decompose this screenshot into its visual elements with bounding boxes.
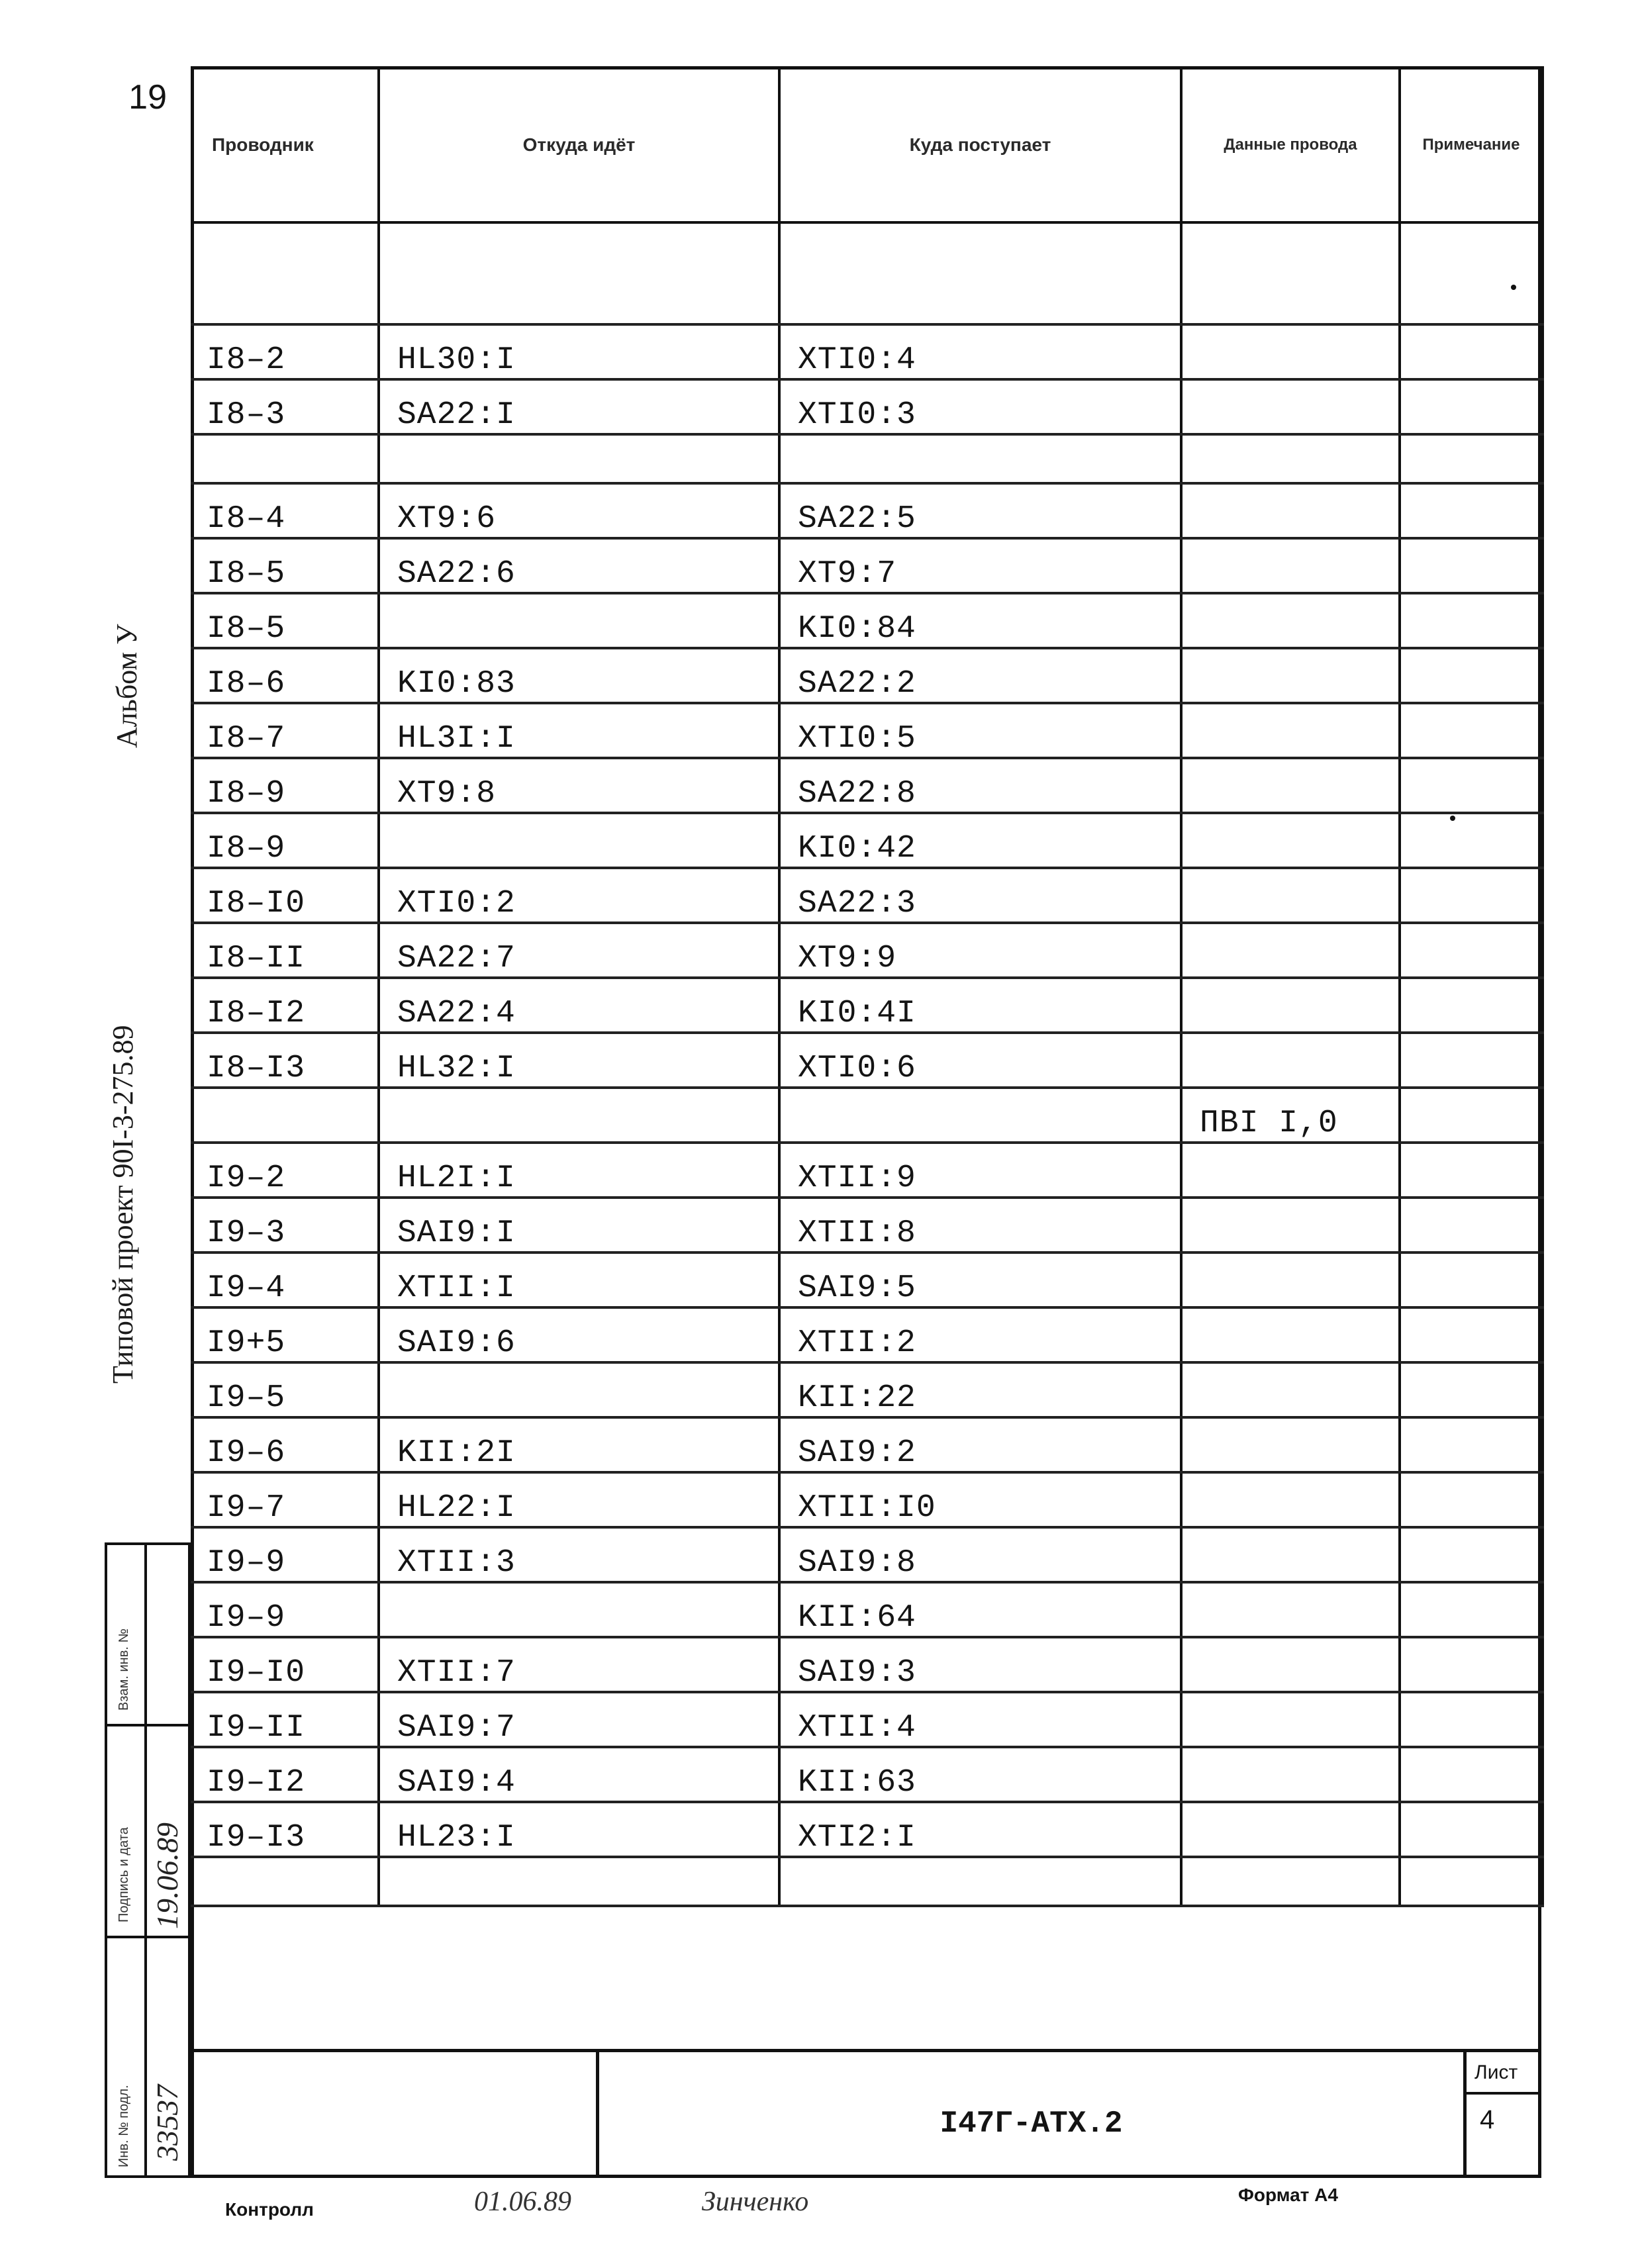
wire-id-cell: I8–7 [192,703,379,758]
table-row [192,483,1543,538]
wire-id-cell: I9–I0 [192,1637,379,1692]
wire-id-cell [192,1857,379,1906]
header-from: Откуда идёт [379,68,779,222]
wire-data-cell [1181,1307,1400,1362]
note-cell [1400,758,1543,813]
from-cell: SA22:6 [379,538,779,593]
wire-data-cell [1181,648,1400,703]
scan-dot [1450,816,1455,821]
from-cell: KI0:83 [379,648,779,703]
table-row [192,813,1543,868]
wire-id-cell: I8–I3 [192,1033,379,1088]
wire-data-cell [1181,1527,1400,1582]
to-cell: KII:64 [779,1582,1181,1637]
wire-id-cell: I8–9 [192,758,379,813]
wire-id-cell: I9–4 [192,1252,379,1307]
wire-data-cell [1181,1692,1400,1747]
note-cell [1400,1472,1543,1527]
from-cell: SAI9:I [379,1198,779,1252]
to-cell: XTI2:I [779,1802,1181,1857]
note-cell [1400,1307,1543,1362]
to-cell: SAI9:8 [779,1527,1181,1582]
wire-id-cell: I9–I2 [192,1747,379,1802]
note-cell [1400,978,1543,1033]
wire-id-cell [192,434,379,483]
table-row [192,1198,1543,1252]
wire-data-cell [1181,1857,1400,1906]
from-cell [379,222,779,324]
from-cell: XTII:7 [379,1637,779,1692]
to-cell: XTII:9 [779,1143,1181,1198]
wire-connection-table [191,66,1544,1907]
wire-data-cell [1181,868,1400,923]
from-cell [379,434,779,483]
table-row [192,1362,1543,1417]
checked-date: 01.06.89 [474,2187,571,2217]
margin-project-label: Типовой проект 90I-3-275.89 [107,1025,139,1384]
wire-data-cell [1181,1472,1400,1527]
wire-id-cell [192,222,379,324]
wire-id-cell: I9–9 [192,1582,379,1637]
table-row [192,1252,1543,1307]
table-row [192,538,1543,593]
to-cell: KII:22 [779,1362,1181,1417]
to-cell: KI0:84 [779,593,1181,648]
table-row [192,434,1543,483]
table-row [192,379,1543,434]
to-cell: SAI9:3 [779,1637,1181,1692]
wire-data-cell [1181,758,1400,813]
table-row [192,978,1543,1033]
to-cell: XTI0:4 [779,324,1181,379]
table-row [192,1472,1543,1527]
wire-data-cell [1181,923,1400,978]
checked-signature: Зинченко [702,2187,809,2217]
from-cell: HL2I:I [379,1143,779,1198]
document-code: I47Г-АТХ.2 [940,2106,1123,2141]
table-row [192,1582,1543,1637]
table-row [192,648,1543,703]
table-row [192,222,1543,324]
wire-data-cell [1181,222,1400,324]
note-cell [1400,1692,1543,1747]
stamp-label-replace: Взам. инв. № [117,1629,131,1711]
wire-id-cell: I9–II [192,1692,379,1747]
wire-id-cell: I8–I2 [192,978,379,1033]
wire-data-cell [1181,324,1400,379]
wire-data-cell [1181,1747,1400,1802]
header-note: Примечание [1400,68,1543,222]
note-cell [1400,1143,1543,1198]
sheet-number: 4 [1480,2105,1495,2134]
to-cell [779,434,1181,483]
from-cell: HL22:I [379,1472,779,1527]
header-to: Куда поступает [779,68,1181,222]
to-cell: XT9:7 [779,538,1181,593]
to-cell: KII:63 [779,1747,1181,1802]
wire-id-cell: I8–4 [192,483,379,538]
table-row [192,1527,1543,1582]
to-cell: XTII:8 [779,1198,1181,1252]
checked-label: Контролл [225,2199,314,2220]
from-cell: SAI9:4 [379,1747,779,1802]
table-row [192,1637,1543,1692]
wire-id-cell: I8–9 [192,813,379,868]
note-cell [1400,1417,1543,1472]
table-row [192,1692,1543,1747]
from-cell: HL30:I [379,324,779,379]
note-cell [1400,379,1543,434]
note-cell [1400,868,1543,923]
wire-data-cell [1181,1033,1400,1088]
stamp-label-inventory: Инв. № подл. [117,2085,131,2167]
wire-data-cell [1181,703,1400,758]
note-cell [1400,1198,1543,1252]
note-cell [1400,703,1543,758]
margin-album-label: Альбом У [111,624,143,748]
wire-id-cell [192,1088,379,1143]
to-cell: SAI9:2 [779,1417,1181,1472]
note-cell [1400,813,1543,868]
note-cell [1400,1637,1543,1692]
note-cell [1400,1747,1543,1802]
wire-data-cell [1181,1582,1400,1637]
from-cell [379,1857,779,1906]
to-cell: XTII:2 [779,1307,1181,1362]
note-cell [1400,1527,1543,1582]
wire-data-cell [1181,434,1400,483]
wire-id-cell: I8–6 [192,648,379,703]
note-cell [1400,593,1543,648]
wire-data-cell [1181,1802,1400,1857]
header-wire-data: Данные провода [1181,68,1400,222]
table-row [192,1143,1543,1198]
wire-id-cell: I9–5 [192,1362,379,1417]
table-row [192,703,1543,758]
stamp-label-signature: Подпись и дата [117,1827,131,1922]
from-cell: XT9:6 [379,483,779,538]
note-cell [1400,1582,1543,1637]
to-cell: XTI0:5 [779,703,1181,758]
to-cell: XTII:4 [779,1692,1181,1747]
to-cell [779,222,1181,324]
table-row [192,324,1543,379]
from-cell [379,1582,779,1637]
note-cell [1400,1857,1543,1906]
wire-id-cell: I8–II [192,923,379,978]
wire-id-cell: I8–5 [192,538,379,593]
table-row [192,1417,1543,1472]
wire-data-cell [1181,813,1400,868]
header-wire: Проводник [192,68,379,222]
note-cell [1400,1088,1543,1143]
to-cell: XTI0:3 [779,379,1181,434]
from-cell: SA22:4 [379,978,779,1033]
note-cell [1400,1033,1543,1088]
wire-data-cell [1181,1198,1400,1252]
from-cell [379,1362,779,1417]
from-cell: XTII:I [379,1252,779,1307]
to-cell: SA22:2 [779,648,1181,703]
from-cell: XT9:8 [379,758,779,813]
table-row [192,1857,1543,1906]
wire-id-cell: I9+5 [192,1307,379,1362]
table-body [192,222,1543,1906]
table-row [192,593,1543,648]
from-cell [379,813,779,868]
from-cell: KII:2I [379,1417,779,1472]
note-cell [1400,1362,1543,1417]
table-row [192,1088,1543,1143]
from-cell: HL23:I [379,1802,779,1857]
sheet-label: Лист [1474,2061,1518,2083]
from-cell: SAI9:7 [379,1692,779,1747]
wire-id-cell: I8–3 [192,379,379,434]
note-cell [1400,324,1543,379]
note-cell [1400,538,1543,593]
to-cell: SA22:8 [779,758,1181,813]
wire-data-cell [1181,1417,1400,1472]
table-row [192,1307,1543,1362]
wire-id-cell: I9–6 [192,1417,379,1472]
table-row [192,758,1543,813]
table-row [192,923,1543,978]
wire-data-cell [1181,483,1400,538]
from-cell: HL3I:I [379,703,779,758]
table-row [192,1802,1543,1857]
from-cell: SAI9:6 [379,1307,779,1362]
table-header-row [192,68,1543,222]
format-label: Формат А4 [1238,2185,1338,2205]
scan-dot [1511,285,1516,290]
table-row [192,868,1543,923]
to-cell: XTII:I0 [779,1472,1181,1527]
to-cell: KI0:42 [779,813,1181,868]
wire-id-cell: I8–5 [192,593,379,648]
stamp-handwritten-date: 19.06.89 [150,1822,184,1929]
page-corner-number: 19 [128,78,167,117]
to-cell [779,1857,1181,1906]
from-cell: HL32:I [379,1033,779,1088]
wire-id-cell: I8–I0 [192,868,379,923]
sheet-box [1463,2052,1541,2178]
note-cell [1400,1802,1543,1857]
note-cell [1400,1252,1543,1307]
wire-id-cell: I9–2 [192,1143,379,1198]
note-cell [1400,483,1543,538]
note-cell [1400,923,1543,978]
to-cell: XT9:9 [779,923,1181,978]
wire-data-cell [1181,1252,1400,1307]
note-cell [1400,222,1543,324]
stamp-handwritten-number: 33537 [150,2085,184,2161]
to-cell: SA22:3 [779,868,1181,923]
from-cell [379,1088,779,1143]
to-cell [779,1088,1181,1143]
wire-data-cell [1181,1362,1400,1417]
title-block [191,2049,1541,2178]
table-row [192,1747,1543,1802]
note-cell [1400,648,1543,703]
approval-stamp [105,1542,191,2178]
from-cell: SA22:7 [379,923,779,978]
from-cell: SA22:I [379,379,779,434]
to-cell: SA22:5 [779,483,1181,538]
from-cell: XTII:3 [379,1527,779,1582]
wire-id-cell: I9–7 [192,1472,379,1527]
wire-data-cell [1181,978,1400,1033]
to-cell: SAI9:5 [779,1252,1181,1307]
to-cell: XTI0:6 [779,1033,1181,1088]
table-row [192,1033,1543,1088]
wire-id-cell: I9–3 [192,1198,379,1252]
wire-data-cell [1181,593,1400,648]
doc-code-box [596,2052,1463,2178]
wire-data-cell [1181,379,1400,434]
wire-data-cell: ПВI I,0 [1181,1088,1400,1143]
wire-data-cell [1181,1143,1400,1198]
from-cell: XTI0:2 [379,868,779,923]
wire-data-cell [1181,1637,1400,1692]
wire-data-cell [1181,538,1400,593]
wire-id-cell: I9–9 [192,1527,379,1582]
from-cell [379,593,779,648]
wire-id-cell: I9–I3 [192,1802,379,1857]
to-cell: KI0:4I [779,978,1181,1033]
wire-id-cell: I8–2 [192,324,379,379]
note-cell [1400,434,1543,483]
